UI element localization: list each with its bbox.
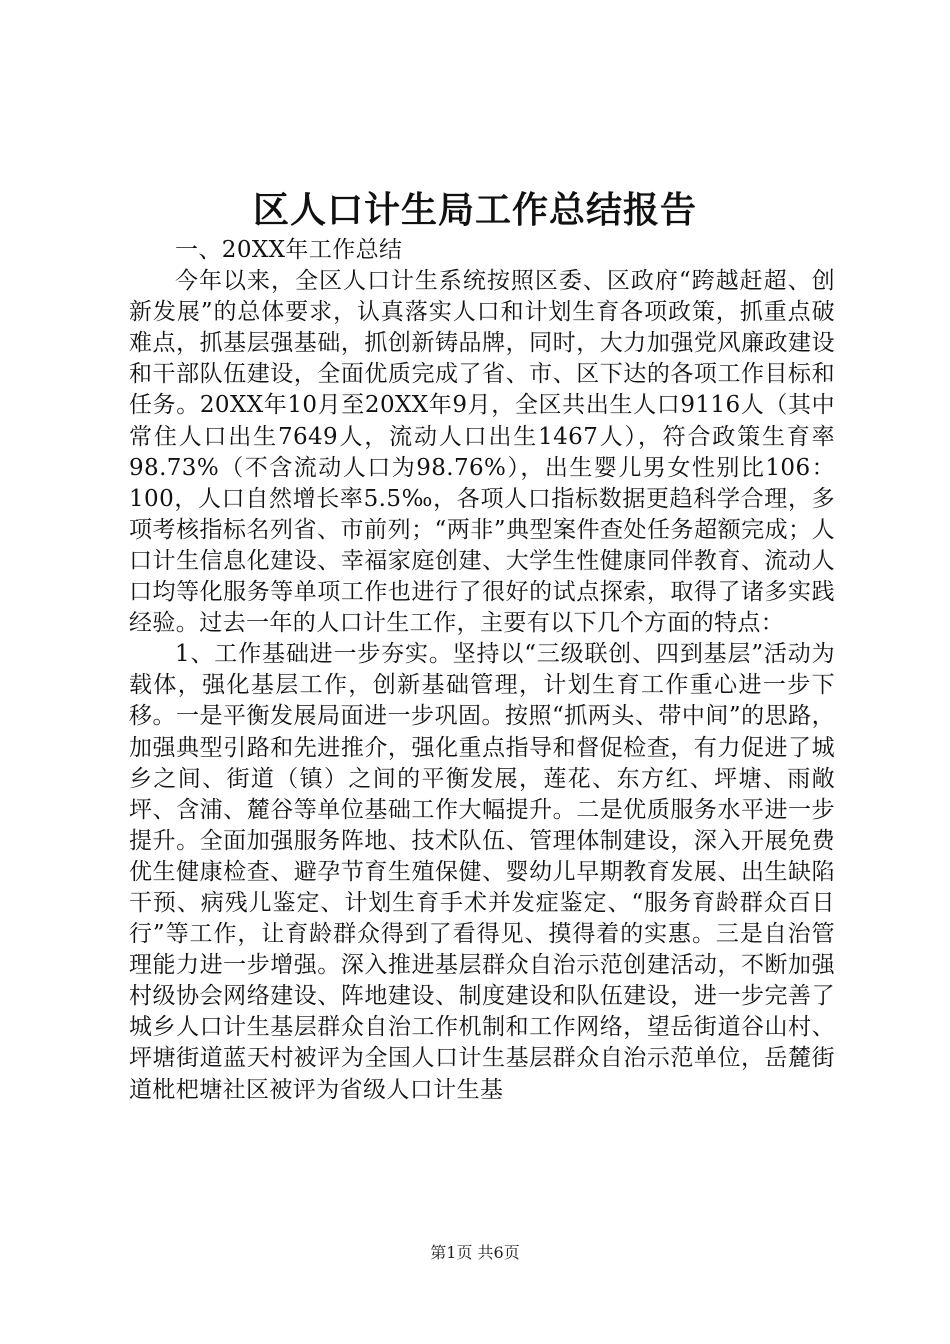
body-paragraph: 1、工作基础进一步夯实。坚持以“三级联创、四到基层”活动为载体，强化基层工作，创新基础管理，计划生育工作重心进一步下移。一是平衡发展局面进一步巩固。按照“抓两头、带中间”的思路，加强典型引路和先进推介，强化重点指导和督促检查，有力促进了城乡之间、街道（镇）之间的平衡发展，莲花、东方红、坪塘、雨敞坪、含浦、麓谷等单位基础工作大幅提升。二是优质服务水平进一步提升。全面加强服务阵地、技术队伍、管理体制建设，深入开展免费优生健康检查、避孕节育生殖保健、婴幼儿早期教育发展、出生缺陷干预、病残儿鉴定、计划生育手术并发症鉴定、“服务育龄群众百日行”等工作，让育龄群众得到了看得见、摸得着的实惠。三是自治管理能力进一步增强。深入推进基层群众自治示范创建活动，不断加强村级协会网络建设、阵地建设、制度建设和队伍建设，进一步完善了城乡人口计生基层群众自治工作机制和工作网络，望岳街道谷山村、坪塘街道蓝天村被评为全国人口计生基层群众自治示范单位，岳麓街道枇杷塘社区被评为省级人口计生基 [129, 641, 835, 1103]
document-body [129, 235, 835, 1106]
page-number: 第1页 共6页 [430, 1243, 520, 1262]
body-paragraph: 今年以来，全区人口计生系统按照区委、区政府“跨越赶超、创新发展”的总体要求，认真落实人口和计划生育各项政策，抓重点破难点，抓基层强基础，抓创新铸品牌，同时，大力加强党风廉政建设和干部队伍建设，全面优质完成了省、市、区下达的各项工作目标和任务。20XX年10月至20XX年9月，全区共出生人口9116人（其中常住人口出生7649人，流动人口出生1467人），符合政策生育率98.73%（不含流动人口为98.76%），出生婴儿男女性别比106：100，人口自然增长率5.5‰，各项人口指标数据更趋科学合理，多项考核指标名列省、市前列；“两非”典型案件查处任务超额完成；人口计生信息化建设、幸福家庭创建、大学生性健康同伴教育、流动人口均等化服务等单项工作也进行了很好的试点探索，取得了诸多实践经验。过去一年的人口计生工作，主要有以下几个方面的特点： [129, 268, 835, 637]
section-heading: 一、20XX年工作总结 [175, 237, 403, 263]
document-title: 区人口计生局工作总结报告 [252, 189, 697, 231]
